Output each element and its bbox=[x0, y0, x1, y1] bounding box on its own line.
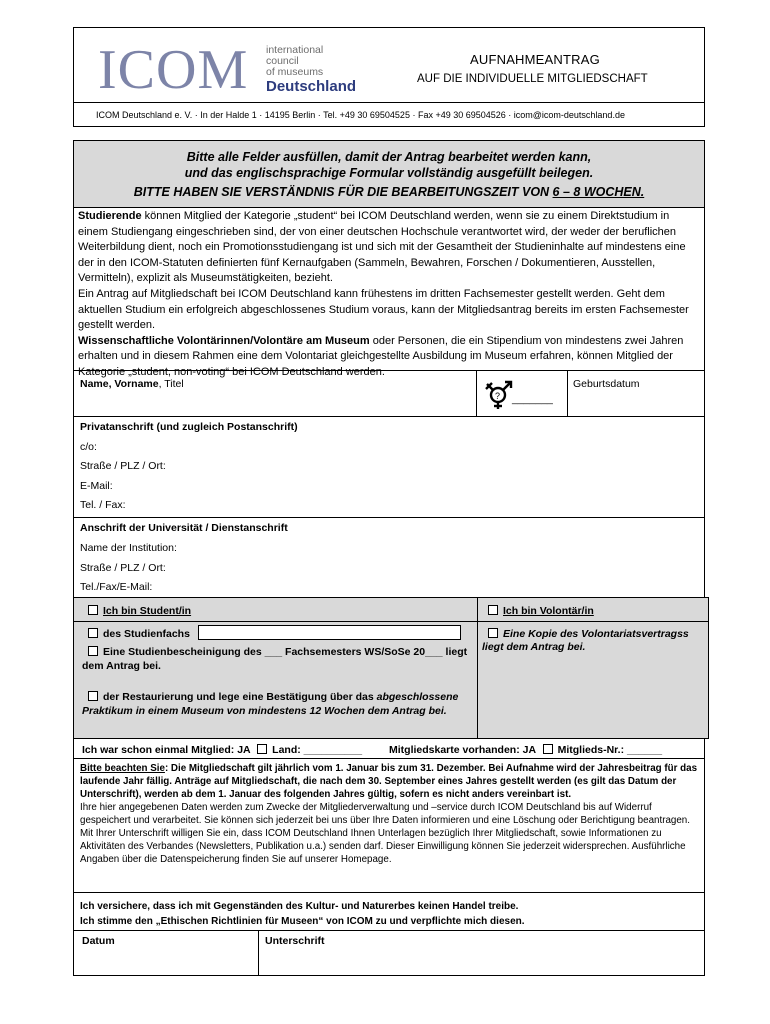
previous-member-field[interactable]: Ich war schon einmal Mitglied: JA Land: __________ bbox=[82, 744, 363, 756]
student-checkbox[interactable] bbox=[88, 605, 98, 615]
email-field[interactable]: E-Mail: bbox=[80, 480, 113, 492]
divider bbox=[73, 621, 709, 622]
divider bbox=[73, 597, 709, 598]
membership-card-checkbox[interactable] bbox=[543, 744, 553, 754]
co-field[interactable]: c/o: bbox=[80, 441, 97, 453]
signature-field[interactable]: Unterschrift bbox=[265, 935, 325, 947]
phone-fax-field[interactable]: Tel. / Fax: bbox=[80, 499, 126, 511]
institution-field[interactable]: Name der Institution: bbox=[80, 542, 177, 554]
divider bbox=[73, 517, 705, 518]
declaration: Ich versichere, dass ich mit Gegenständen des Kultur- und Naturerbes keinen Handel treibe. Ich stimme den „Ethischen Richtlinien für Museen“ von ICOM zu und verpflichte mich diesen. bbox=[80, 901, 525, 927]
subject-option[interactable]: des Studienfachs bbox=[88, 628, 190, 640]
restoration-checkbox[interactable] bbox=[88, 691, 98, 701]
membership-card-field[interactable]: Mitgliedskarte vorhanden: JA Mitglieds-Nr.: ______ bbox=[389, 744, 663, 756]
date-field[interactable]: Datum bbox=[82, 935, 115, 947]
divider bbox=[258, 930, 259, 976]
university-address-heading: Anschrift der Universität / Dienstanschrift bbox=[80, 522, 288, 534]
icom-logo: ICOM bbox=[98, 39, 249, 101]
volunteer-checkbox[interactable] bbox=[488, 605, 498, 615]
name-field-label[interactable]: Name, Vorname, Titel bbox=[80, 378, 184, 390]
icom-logo-subtitle: international council of museums bbox=[266, 44, 324, 78]
divider bbox=[73, 758, 705, 759]
university-street-field[interactable]: Straße / PLZ / Ort: bbox=[80, 562, 166, 574]
divider bbox=[73, 930, 705, 931]
previous-member-checkbox[interactable] bbox=[257, 744, 267, 754]
notice-line: Bitte alle Felder ausfüllen, damit der Antrag bearbeitet werden kann, bbox=[186, 150, 592, 164]
legal-notice: Bitte beachten Sie: Die Mitgliedschaft gilt jährlich vom 1. Januar bis zum 31. Dezember. Bei Aufnahme wird der Jahresbeitrag für das laufende Jahr fällig. Anträge auf Mitgliedschaft, die nach dem 30. September eines Jahres gestellt werden (es gilt das Datum der Unterschrift), werden ab dem 1. Januar des folgenden Jahres gültig, sofern es nicht anders vereinbart ist. Ihre hier angegebenen Daten werden zum Zwecke der Mitgliederverwaltung und –service durch ICOM Deutschland bis auf Widerruf gespeichert und verarbeitet. Sie können sich jederzeit bei uns über Ihre Daten informieren und eine Löschung oder Berichtigung beantragen. Mit Ihrer Unterschrift willigen Sie ein, dass ICOM Deutschland Ihnen Unterlagen bezüglich Ihrer Mitgliedschaft, sowie Informationen zu Aktivitäten des Verbandes (Newsletters, Publikation u.a.) senden darf. Dieser Einwilligung können Sie jederzeit widersprechen. Ausführliche Angaben über die Datenspeicherung finden Sie auf unserer Homepage. bbox=[80, 763, 698, 865]
notice-line: und das englischsprachige Formular vollständig ausgefüllt beilegen. bbox=[184, 166, 594, 180]
form-subtitle: AUF DIE INDIVIDUELLE MITGLIEDSCHAFT bbox=[417, 73, 648, 85]
icom-logo-country: Deutschland bbox=[266, 78, 357, 95]
status-section bbox=[74, 598, 709, 738]
subject-input[interactable] bbox=[198, 625, 461, 640]
university-contact-field[interactable]: Tel./Fax/E-Mail: bbox=[80, 581, 153, 593]
gender-symbols-icon[interactable] bbox=[482, 376, 516, 415]
notice-processing-time: BITTE HABEN SIE VERSTÄNDNIS FÜR DIE BEARBEITUNGSZEIT VON 6 – 8 WOCHEN. bbox=[133, 185, 645, 199]
contract-copy-checkbox[interactable] bbox=[488, 628, 498, 638]
gender-blank[interactable]: _______ bbox=[512, 393, 553, 405]
private-address-heading: Privatanschrift (und zugleich Postanschrift) bbox=[80, 421, 298, 433]
certificate-checkbox[interactable] bbox=[88, 646, 98, 656]
street-field[interactable]: Straße / PLZ / Ort: bbox=[80, 460, 166, 472]
restoration-text: Praktikum in einem Museum von mindestens 12 Wochen dem Antrag bei. bbox=[82, 705, 447, 717]
contract-copy-text: liegt dem Antrag bei. bbox=[482, 641, 586, 653]
divider bbox=[567, 370, 568, 416]
divider bbox=[476, 370, 477, 416]
letterhead-divider bbox=[73, 102, 705, 103]
student-option[interactable]: Ich bin Student/in bbox=[88, 605, 191, 617]
certificate-option[interactable]: Eine Studienbescheinigung des ___ Fachsemesters WS/SoSe 20___ liegt bbox=[88, 646, 467, 658]
svg-text:?: ? bbox=[495, 391, 501, 401]
divider bbox=[477, 597, 478, 738]
divider bbox=[708, 597, 709, 738]
divider bbox=[73, 892, 705, 893]
divider bbox=[73, 207, 705, 208]
divider bbox=[73, 370, 705, 371]
address-line: ICOM Deutschland e. V. · In der Halde 1 · 14195 Berlin · Tel. +49 30 69504525 · Fax +49 30 69504526 · icom@icom-deutschland.de bbox=[96, 110, 625, 120]
divider bbox=[73, 416, 705, 417]
divider bbox=[73, 738, 709, 739]
certificate-text: dem Antrag bei. bbox=[82, 660, 161, 672]
eligibility-info: Studierende können Mitglied der Kategorie „student“ bei ICOM Deutschland werden, wenn sie zu einem Direktstudium in einem Studiengang eingeschrieben sind, der von einer deutschen Hochschule verantwortet wird, der weder der beruflichen Weiterbildung dient, noch ein Promotionsstudiengang ist und sich mit der Gesamtheit der Studieninhalte auf mindestens eine der in den ICOM-Statuten definierten fünf Kernaufgaben (Sammeln, Bewahren, Forschen / Dokumentieren, Ausstellen, Vermitteln), explizit als Museumstätigkeiten, bezieht. Ein Antrag auf Mitgliedschaft bei ICOM Deutschland kann frühestens im dritten Fachsemester gestellt werden. Geht dem aktuellen Studium ein erfolgreich abgeschlossenes Studium voraus, kann der Mitgliedsantrag bereits im ersten Fachsemester gestellt werden. Wissenschaftliche Volontärinnen/Volontäre am Museum oder Personen, die ein Stipendium von mindestens zwei Jahren erhalten und in diesem Rahmen eine dem Volontariat gleichgestellte Ausbildung im Museum erfahren, können Mitglied der Kategorie „student, non-voting“ bei ICOM Deutschland werden. bbox=[78, 210, 689, 378]
restoration-option[interactable]: der Restaurierung und lege eine Bestätigung über das abgeschlossene bbox=[88, 691, 458, 703]
birthdate-label[interactable]: Geburtsdatum bbox=[573, 378, 640, 390]
contract-copy-option[interactable]: Eine Kopie des Volontariatsvertragss bbox=[488, 628, 689, 640]
volunteer-option[interactable]: Ich bin Volontär/in bbox=[488, 605, 594, 617]
form-title: AUFNAHMEANTRAG bbox=[470, 52, 600, 67]
subject-checkbox[interactable] bbox=[88, 628, 98, 638]
